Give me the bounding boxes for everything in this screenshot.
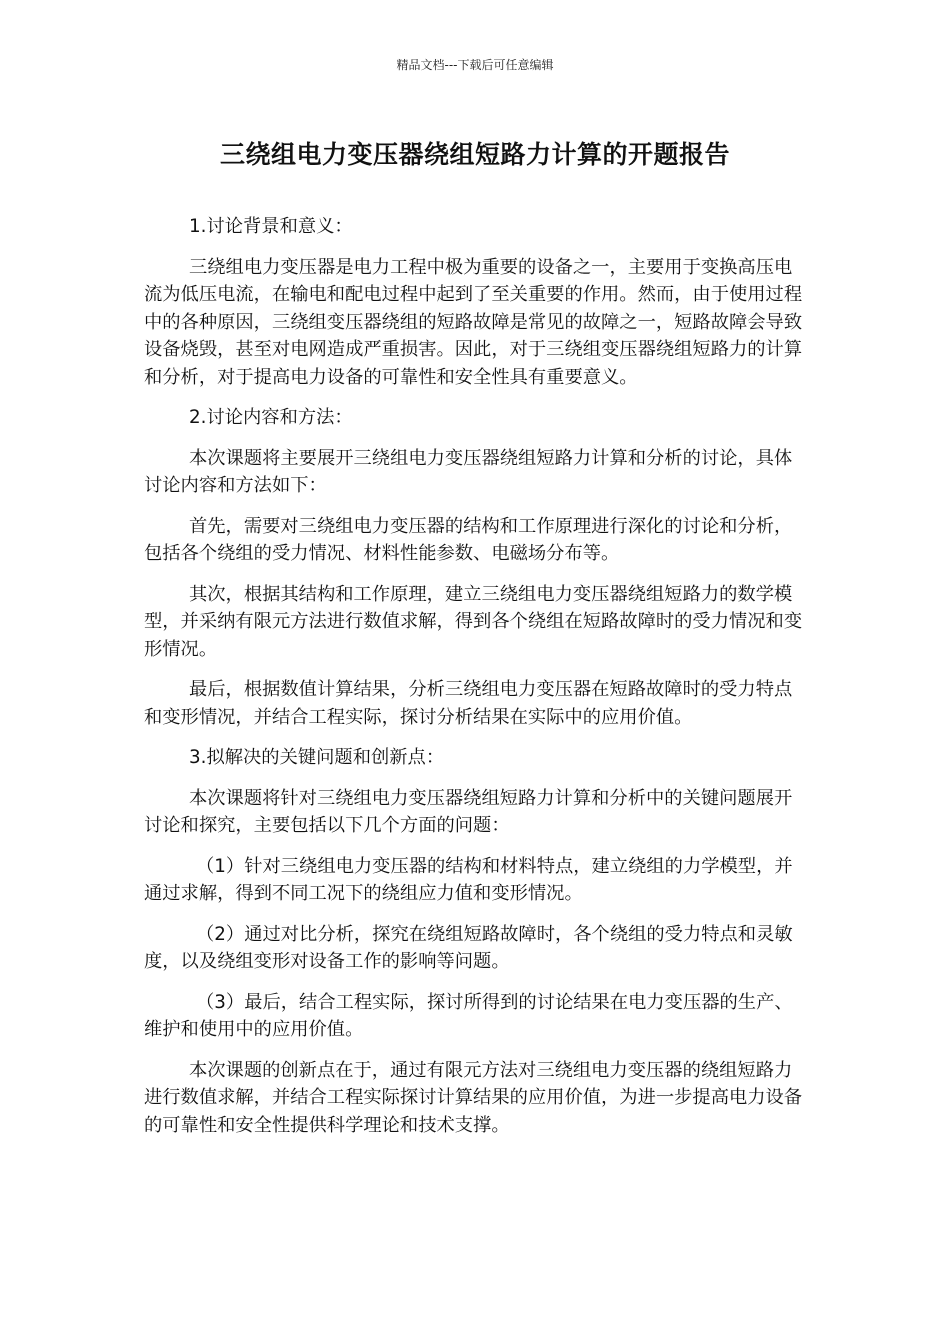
list-item-2: （2）通过对比分析，探究在绕组短路故障时，各个绕组的受力特点和灵敏度，以及绕组变形对设备工作的影响等问题。 xyxy=(144,923,793,972)
paragraph-second: 其次，根据其结构和工作原理，建立三绕组电力变压器绕组短路力的数学模型，并采纳有限元方法进行数值求解，得到各个绕组在短路故障时的受力情况和变形情况。 xyxy=(144,583,803,660)
paragraph-first: 首先，需要对三绕组电力变压器的结构和工作原理进行深化的讨论和分析，包括各个绕组的受力情况、材料性能参数、电磁场分布等。 xyxy=(144,515,793,564)
document-body xyxy=(144,213,806,1152)
header-note: 精品文档---下载后可任意编辑 xyxy=(396,58,554,72)
paragraph-key-problems-intro: 本次课题将针对三绕组电力变压器绕组短路力计算和分析中的关键问题展开讨论和探究，主要包括以下几个方面的问题： xyxy=(144,787,793,836)
list-item-1: （1）针对三绕组电力变压器的结构和材料特点，建立绕组的力学模型，并通过求解，得到不同工况下的绕组应力值和变形情况。 xyxy=(144,855,793,904)
paragraph-innovation: 本次课题的创新点在于，通过有限元方法对三绕组电力变压器的绕组短路力进行数值求解，并结合工程实际探讨计算结果的应用价值，为进一步提高电力设备的可靠性和安全性提供科学理论和技术支撑。 xyxy=(144,1059,803,1136)
list-item-3: （3）最后，结合工程实际，探讨所得到的讨论结果在电力变压器的生产、维护和使用中的应用价值。 xyxy=(144,991,793,1040)
paragraph-last: 最后，根据数值计算结果，分析三绕组电力变压器在短路故障时的受力特点和变形情况，并结合工程实际，探讨分析结果在实际中的应用价值。 xyxy=(144,679,793,728)
document-title: 三绕组电力变压器绕组短路力计算的开题报告 xyxy=(219,140,730,169)
section-heading-key-problems: 3.拟解决的关键问题和创新点： xyxy=(189,747,445,768)
section-heading-content-method: 2.讨论内容和方法： xyxy=(189,407,353,428)
section-heading-background: 1.讨论背景和意义： xyxy=(189,216,353,237)
paragraph-background: 三绕组电力变压器是电力工程中极为重要的设备之一，主要用于变换高压电流为低压电流，在输电和配电过程中起到了至关重要的作用。然而，由于使用过程中的各种原因，三绕组变压器绕组的短路故障是常见的故障之一，短路故障会导致设备烧毁，甚至对电网造成严重损害。因此，对于三绕组变压器绕组短路力的计算和分析，对于提高电力设备的可靠性和安全性具有重要意义。 xyxy=(144,256,803,388)
paragraph-intro-content: 本次课题将主要展开三绕组电力变压器绕组短路力计算和分析的讨论，具体讨论内容和方法如下： xyxy=(144,447,793,496)
